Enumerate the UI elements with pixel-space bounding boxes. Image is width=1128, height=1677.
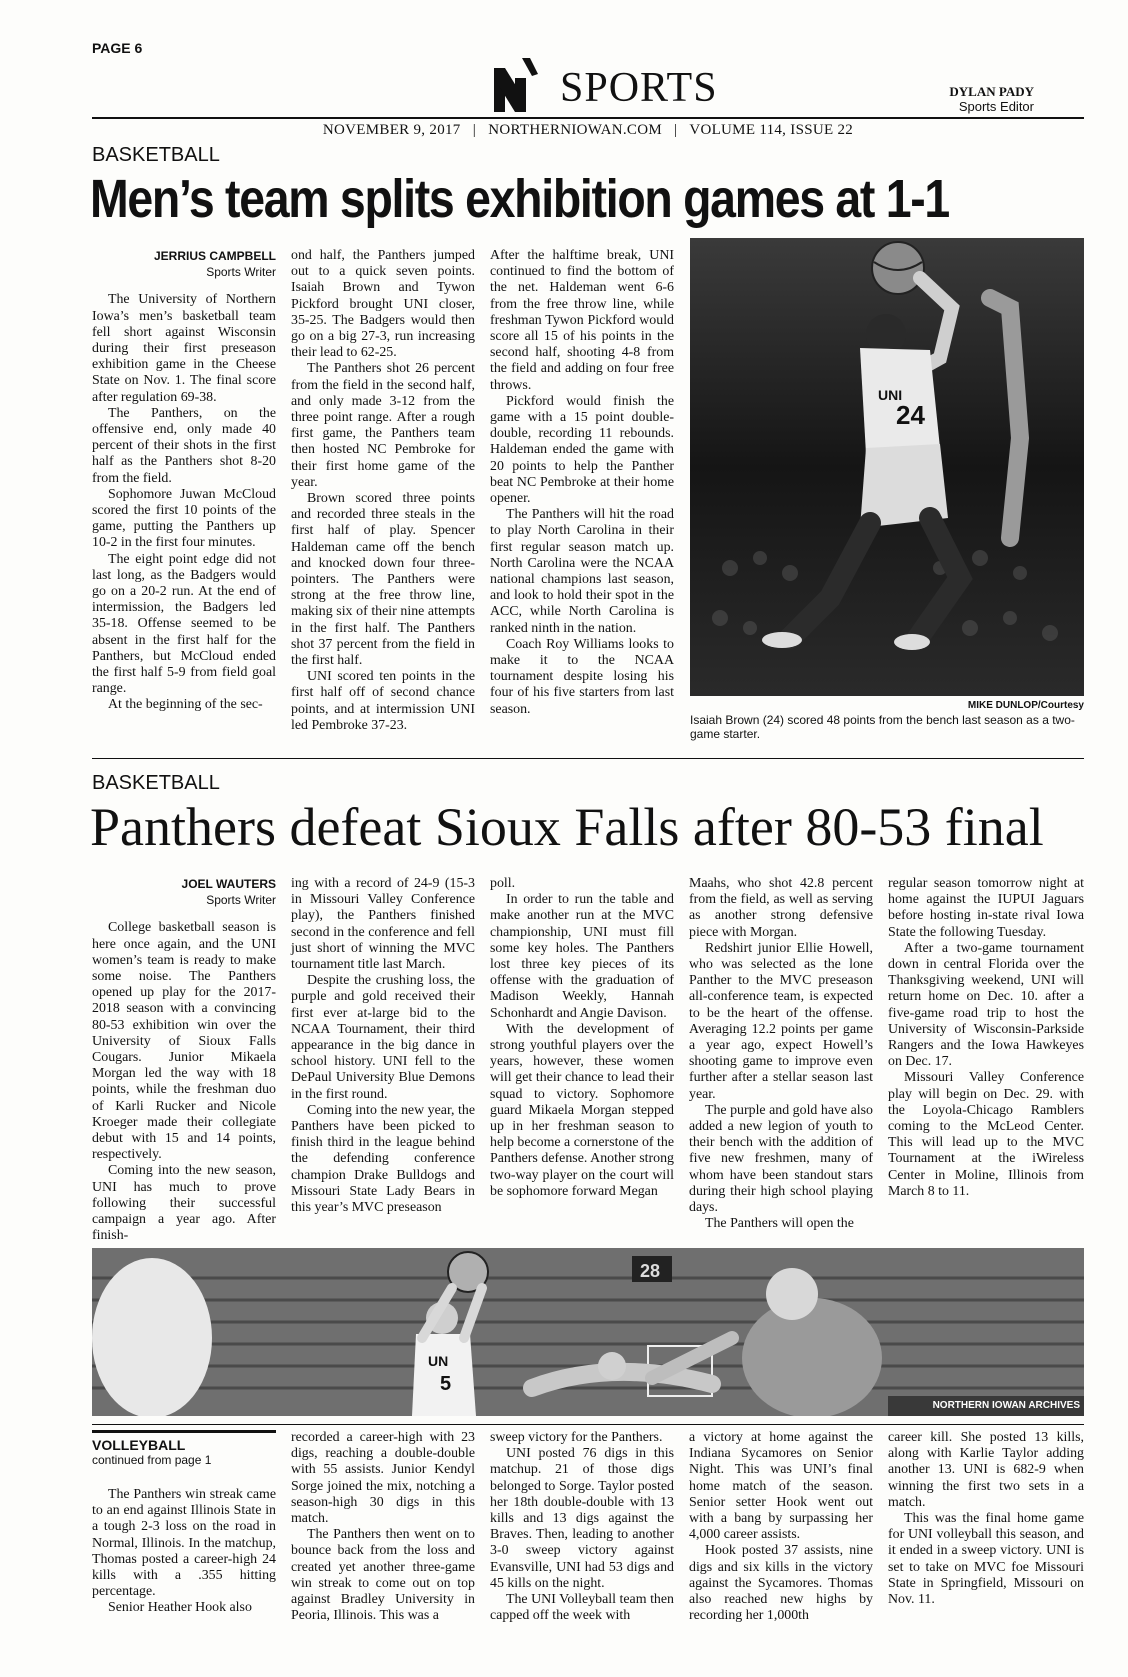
paragraph: Coming into the new season, UNI has much to prove following their successful campaign a year ago. After finish- — [92, 1163, 276, 1244]
story2-col2 — [291, 876, 475, 1216]
paragraph: Coming into the new year, the Panthers have been picked to finish third in the league behind the defending conference champion Drake Bulldogs and Missouri State Lady Bears in this year’s MVC preseason — [291, 1102, 475, 1216]
paragraph: regular season tomorrow night at home against the IUPUI Jaguars before hosting in-state rival Iowa State the following Tuesday. — [888, 876, 1084, 940]
story1-kicker: BASKETBALL — [92, 144, 220, 166]
section-title: SPORTS — [560, 65, 718, 111]
paragraph: career kill. She posted 13 kills, along with Karlie Taylor adding another 13. UNI is 682-9 when winning the first two sets in a match. — [888, 1430, 1084, 1510]
paragraph: Sophomore Juwan McCloud scored the first 10 points of the game, putting the Panthers up 10-2 in the first four minutes. — [92, 486, 276, 551]
paragraph: The Panthers will hit the road to play North Carolina in their first regular season match up. North Carolina were the NCAA national champions last season, and look to hold their spot in the ACC, while North Carolina is ranked ninth in the nation. — [490, 507, 674, 636]
paragraph: Senior Heather Hook also — [108, 1600, 252, 1616]
paragraph: After the halftime break, UNI continued to find the bottom of the net. Haldeman went 6-6 from the free throw line, while freshman Tywon Pickford would score all 15 of his points in the second half, shooting 4-8 from the field and adding on four free throws. — [490, 248, 674, 393]
paragraph: Missouri Valley Conference play will begin on Dec. 29. with the Loyola-Chicago Ramblers coming to the McLeod Center. This will lead up to the MVC Tournament at the iWireless Center in Moline, Illinois from March 8 to 11. — [888, 1070, 1084, 1199]
story2-headline: Panthers defeat Sioux Falls after 80-53 final — [90, 797, 1044, 857]
story1-photo-caption: Isaiah Brown (24) scored 48 points from the bench last season as a two-game starter. — [690, 713, 1075, 741]
paragraph: This was the final home game for UNI volleyball this season, and it ended in a sweep victory. UNI is set to take on MVC foe Missouri State in Springfield, Missouri on Nov. 11. — [888, 1511, 1084, 1608]
paragraph: The University of Northern Iowa’s men’s basketball team fell short against Wisconsin during their first preseason exhibition game in the Cheese State on Nov. 1. The final score after regulation 69-38. — [92, 292, 276, 405]
paragraph: College basketball season is here once again, and the UNI women’s team is ready to make some noise. The Panthers opened up play for the 2017-2018 season with a convincing 80-53 exhibition win over the University of Sioux Falls Cougars. Junior Mikaela Morgan led the way with 18 points, while the freshman duo of Karli Rucker and Nicole Kroeger made their collegiate debut with 15 and 14 points, respectively. — [92, 920, 276, 1163]
story3-col4 — [689, 1430, 873, 1624]
story2-col5 — [888, 876, 1084, 1200]
photo-scoreboard: 28 — [640, 1261, 661, 1281]
paragraph: Maahs, who shot 42.8 percent from the field, as well as serving as another strong defensive piece with Morgan. — [689, 876, 873, 940]
section-divider — [92, 758, 1084, 759]
paragraph: UNI posted 76 digs in this matchup. 21 of those digs belonged to Sorge. Taylor posted her 18th double-double with 13 kills and 13 digs against the Braves. Then, leading to another 3-0 sweep victory against Evansville, UNI had 53 digs and 45 kills on the night. — [490, 1446, 674, 1591]
paragraph: Despite the crushing loss, the purple and gold received their first ever at-large bid to the NCAA Tournament, their third appearance in the big dance in school history. UNI fell to the DePaul University Blue Demons in the first round. — [291, 973, 475, 1102]
paragraph: Redshirt junior Ellie Howell, who was selected as the lone Panther to the MVC preseason all-conference team, is expected to be the heart of the offense. Averaging 12.2 points per game a year ago, expect Howell’s shooting game to improve even further after a stellar season last year. — [689, 940, 873, 1102]
story1-byline — [92, 248, 276, 280]
section-divider — [92, 1424, 1084, 1425]
story1-author: JERRIUS CAMPBELL — [153, 249, 276, 263]
paragraph: Hook posted 37 assists, nine digs and six kills in the victory against the Sycamores. Thomas also reached new highs by recording her 1,000th — [689, 1543, 873, 1624]
story2-author-title: Sports Writer — [206, 893, 276, 908]
editor-name: DYLAN PADY — [949, 84, 1034, 99]
paragraph: With the development of strong youthful players over the years, however, these women will get their chance to lead their squad to victory. Sophomore guard Mikaela Morgan stepped up in her freshman season to help become a cornerstone of the Panthers defense. Another strong two-way player on the court will be sophomore forward Megan — [490, 1021, 674, 1199]
story2-col1 — [92, 876, 276, 1244]
paragraph: The Panthers will open the — [705, 1216, 854, 1232]
story3-col5 — [888, 1430, 1084, 1608]
story2-kicker: BASKETBALL — [92, 772, 220, 794]
story3-kicker: VOLLEYBALL — [92, 1437, 186, 1453]
story2-col3 — [490, 876, 674, 1200]
paragraph: At the beginning of the sec- — [108, 697, 263, 713]
photo-jersey-school: UN — [428, 1353, 449, 1369]
photo-jersey-number: 5 — [440, 1373, 452, 1395]
story3-col3 — [490, 1430, 674, 1624]
paragraph: Pickford would finish the game with a 15 point double-double, recording 11 rebounds. Haldeman ended the game with 20 points to help the Panther beat NC Pembroke at their home opener. — [490, 393, 674, 507]
paragraph: The Panthers win streak came to an end against Illinois State in a tough 2-3 loss on the road in Normal, Illinois. In the matchup, Thomas posted a career-high 24 kills with a .355 hitting percentage. — [92, 1487, 276, 1600]
story1-photo — [690, 238, 1084, 696]
photo-jersey-school: UNI — [878, 387, 903, 403]
paragraph: The Panthers, on the offensive end, only made 40 percent of their shots in the first half as the Panthers shot 8-20 from the field. — [92, 405, 276, 486]
paragraph: poll. — [490, 876, 516, 891]
page-number: PAGE 6 — [92, 40, 143, 56]
paragraph: ond half, the Panthers jumped out to a quick seven points. Isaiah Brown and Tywon Pickford brought UNI closer, 35-25. The Badgers would then go on a big 27-3, run increasing their lead to 62-25. — [291, 248, 475, 361]
story3-label — [92, 1430, 276, 1467]
paragraph: Brown scored three points and recorded three steals in the first half of play. Spencer Haldeman came off the bench and knocked down four three-pointers. The Panthers were strong at the free throw line, making six of their nine attempts in the first half. The Panthers shot 37 percent from the field in the first half. — [291, 491, 475, 669]
story1-photo-credit: MIKE DUNLOP/Courtesy — [967, 700, 1084, 711]
story3-col1 — [92, 1430, 276, 1617]
paragraph: a victory at home against the Indiana Sycamores on Senior Night. This was UNI’s final home match of the season. Senior setter Hook went out with a bang by surpassing her 4,000 career assists. — [689, 1430, 873, 1543]
paragraph: In order to run the table and make another run at the MVC championship, UNI must fill some key holes. The Panthers lost three key pieces of its offense with the graduation of Madison Weekly, Hannah Schonhardt and Angie Davison. — [490, 892, 674, 1021]
paragraph: The Panthers shot 26 percent from the field in the second half, and only made 3-12 from the three point range. After a rough first game, the Panthers team then hosted NC Pembroke for their first home game of the year. — [291, 361, 475, 490]
section-editor — [949, 84, 1034, 114]
paragraph: After a two-game tournament down in central Florida over the Thanksgiving weekend, UNI will return home on Dec. 10. after a five-game road trip to host the University of Wisconsin-Parkside Rangers and the Iowa Hawkeyes on Dec. 17. — [888, 940, 1084, 1070]
paragraph: Coach Roy Williams looks to make it to the NCAA tournament despite losing his four of his five starters from last season. — [490, 636, 674, 717]
story3-continued: continued from page 1 — [92, 1453, 212, 1467]
photo-jersey-number: 24 — [896, 400, 925, 430]
paragraph: ing with a record of 24-9 (15-3 in Missouri Valley Conference play), the Panthers finished second in the conference and fell just short of winning the MVC tournament title last March. — [291, 876, 475, 973]
paragraph: sweep victory for the Panthers. — [490, 1430, 663, 1445]
story2-author: JOEL WAUTERS — [181, 877, 276, 891]
masthead-rule — [92, 117, 1084, 119]
paragraph: The UNI Volleyball team then capped off the week with — [490, 1592, 674, 1624]
story1-col3 — [490, 248, 674, 718]
story2-photo-credit: NORTHERN IOWAN ARCHIVES — [932, 1400, 1080, 1411]
story2-byline — [92, 876, 276, 908]
story1-author-title: Sports Writer — [206, 265, 276, 280]
story1-col1 — [92, 248, 276, 714]
story1-headline: Men’s team splits exhibition games at 1-1 — [90, 169, 949, 229]
story2-col4 — [689, 876, 873, 1232]
editor-title: Sports Editor — [958, 99, 1034, 114]
paragraph: The purple and gold have also added a new legion of youth to their bench with the addition of five new freshmen, many of whom have been standout stars during their high school playing days. — [689, 1102, 873, 1216]
story1-col2 — [291, 248, 475, 734]
northern-iowan-logo — [492, 58, 544, 114]
paragraph: recorded a career-high with 23 digs, reaching a double-double with 55 assists. Junior Kendyl Sorge joined the mix, notching a season-high 30 digs in this match. — [291, 1430, 475, 1527]
story2-photo — [92, 1248, 1084, 1416]
paragraph: The Panthers then went on to bounce back from the loss and created yet another three-game win streak to come out on top against Bradley University in Peoria, Illinois. This was a — [291, 1527, 475, 1624]
paragraph: UNI scored ten points in the first half off of second chance points, and at intermission UNI led Pembroke 37-23. — [291, 669, 475, 733]
dateline: NOVEMBER 9, 2017 | NORTHERNIOWAN.COM | VOLUME 114, ISSUE 22 — [322, 122, 854, 138]
story3-col2 — [291, 1430, 475, 1624]
paragraph: The eight point edge did not last long, as the Badgers would go on a 20-2 run. At the end of intermission, the Badgers led 35-18. Offense seemed to be absent in the first half for the Panthers, but McCloud ended the first half 5-9 from field goal range. — [92, 551, 276, 697]
